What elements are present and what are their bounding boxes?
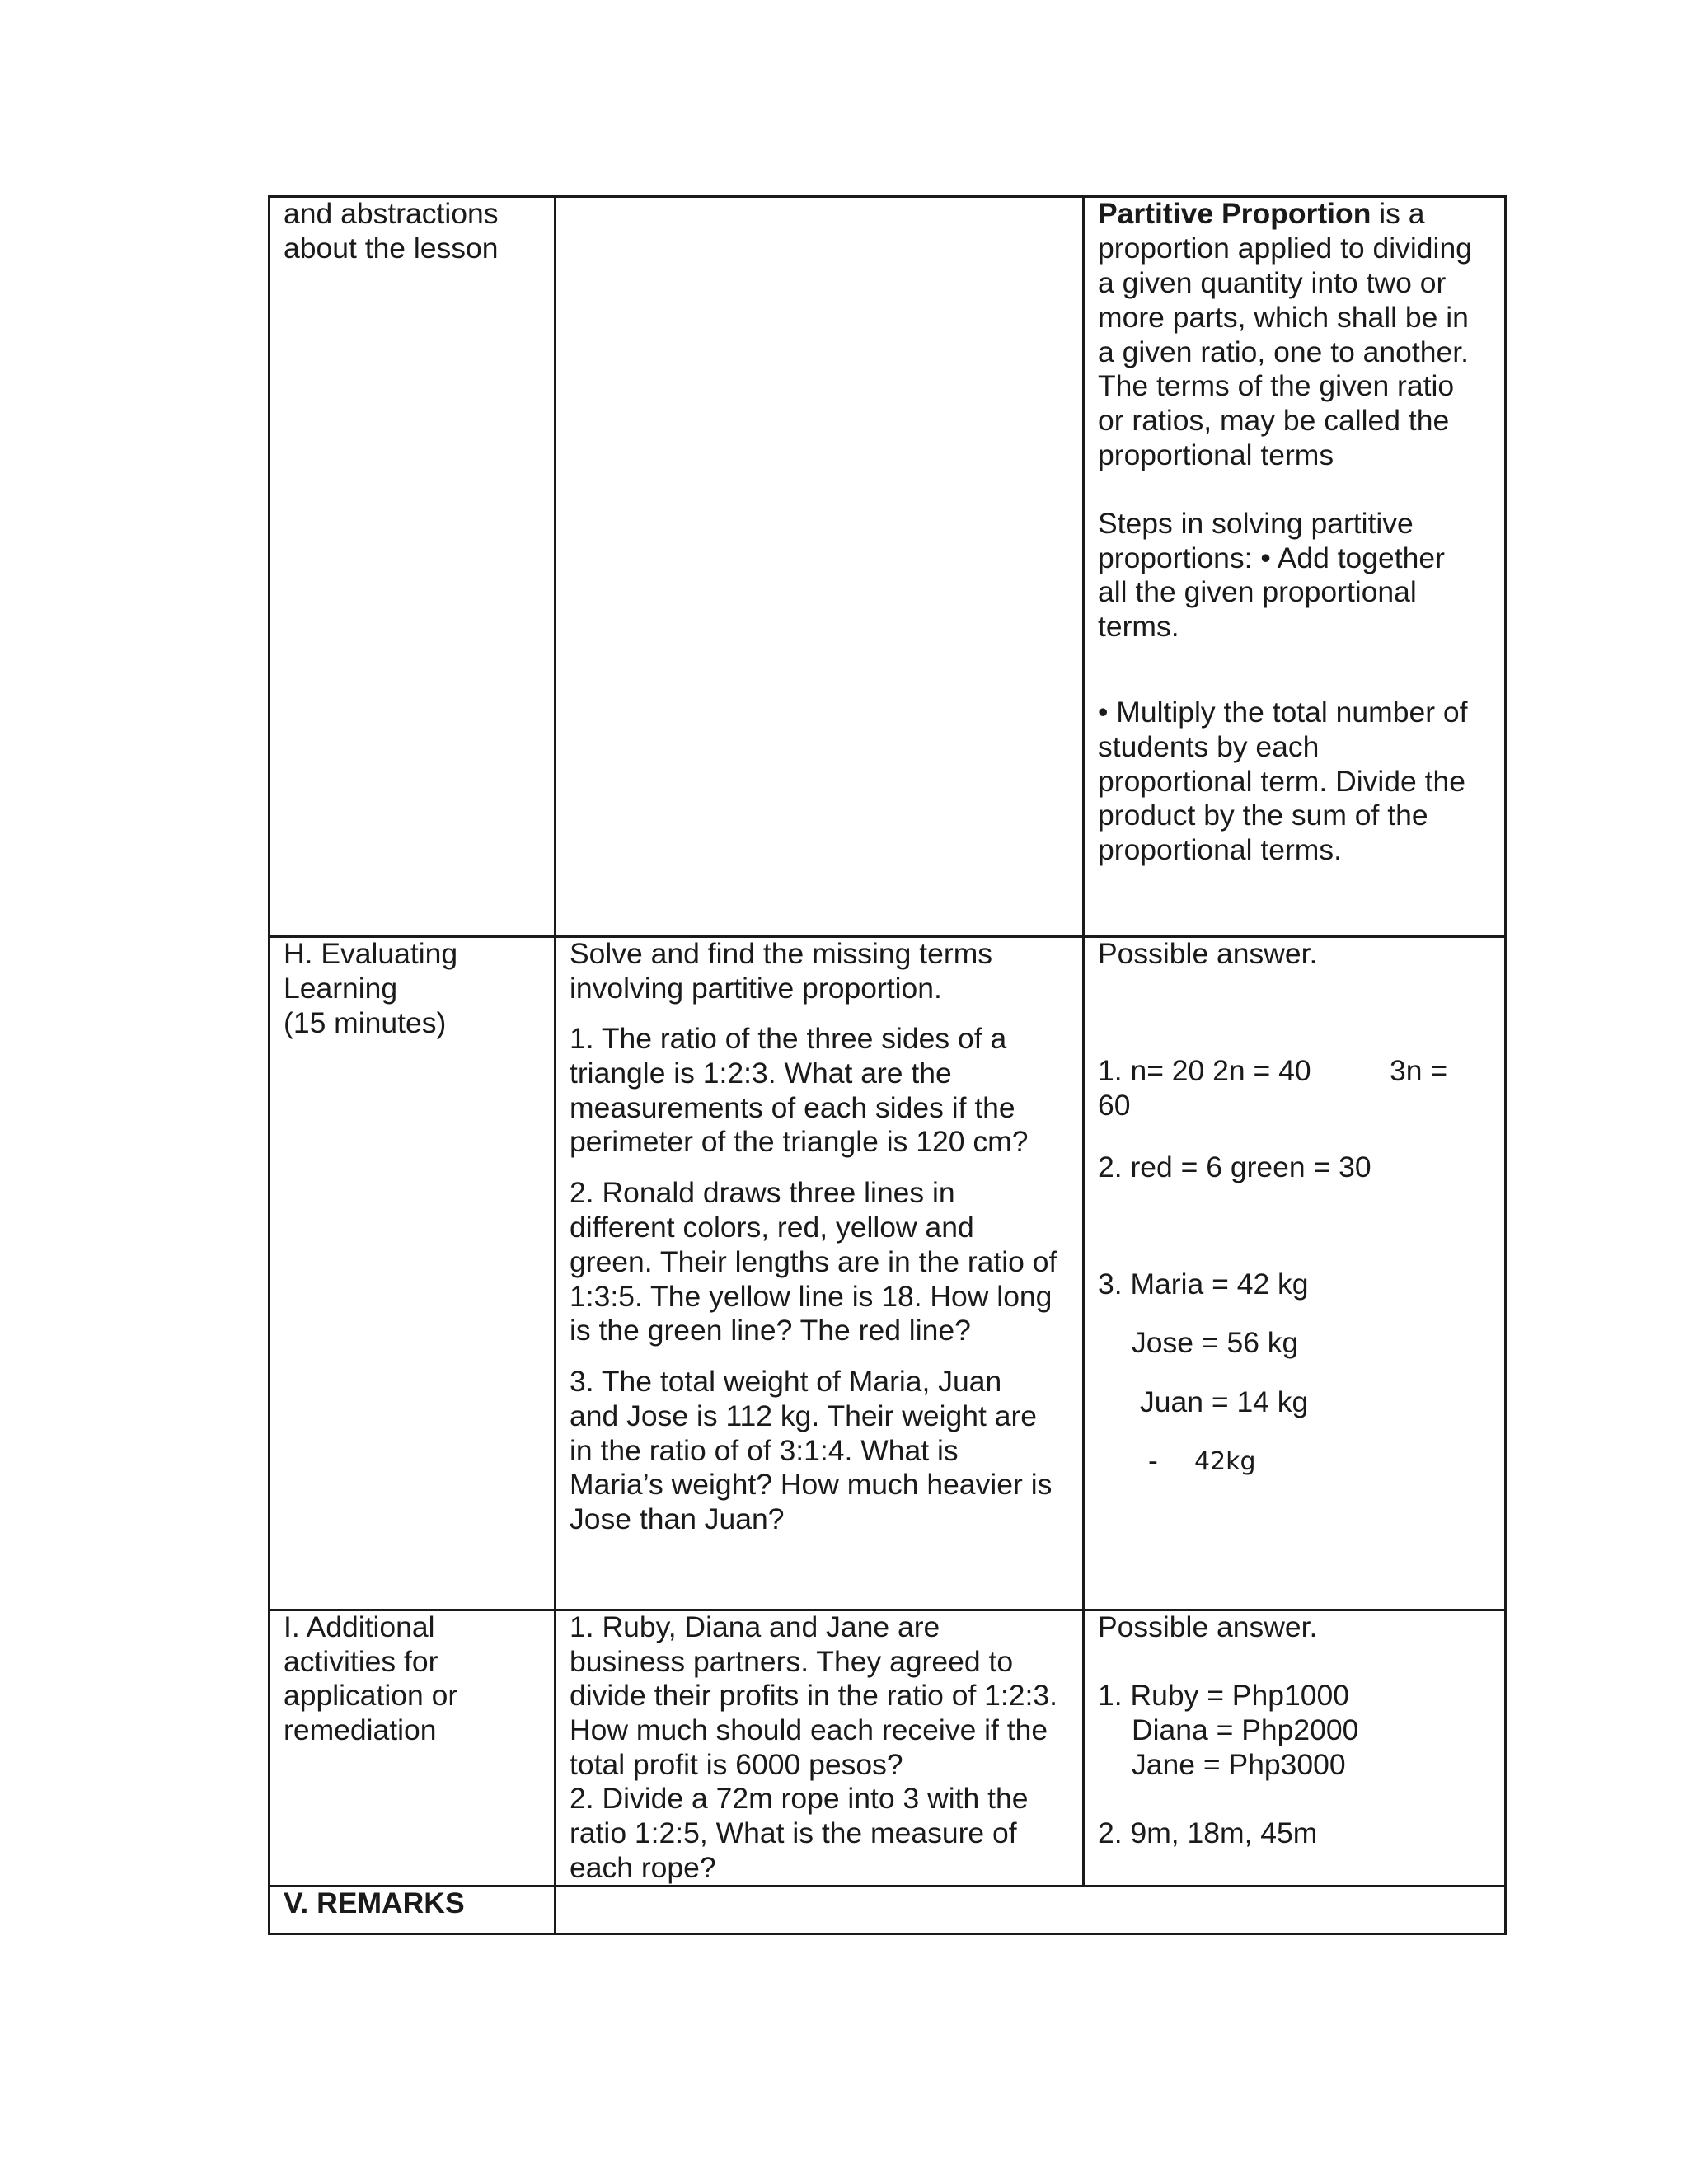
steps-line: proportions: • Add together	[1098, 541, 1445, 574]
definition-term: Partitive Proportion	[1098, 197, 1372, 230]
question-line: and Jose is 112 kg. Their weight are	[570, 1399, 1038, 1432]
definition-line: a given ratio, one to another.	[1098, 335, 1469, 368]
steps-line: Steps in solving partitive	[1098, 507, 1414, 540]
steps-line: • Multiply the total number of	[1098, 696, 1468, 729]
answer-heading: Possible answer.	[1098, 937, 1318, 970]
answer-dash: -	[1148, 1444, 1158, 1477]
definition-line: proportional terms	[1098, 438, 1334, 471]
answer-line: 1. n= 20 2n = 40	[1098, 1054, 1311, 1087]
row-label-line: (15 minutes)	[284, 1006, 447, 1039]
instruction-line: involving partitive proportion.	[570, 972, 942, 1005]
column-divider-2	[1082, 195, 1085, 1887]
activity-line: ratio 1:2:5, What is the measure of	[570, 1816, 1017, 1849]
question-line: in the ratio of of 3:1:4. What is	[570, 1434, 959, 1467]
row-label-line: remediation	[284, 1713, 437, 1746]
answer-line: 3. Maria = 42 kg	[1098, 1268, 1309, 1301]
answer-line: 1. Ruby = Php1000	[1098, 1679, 1349, 1712]
definition-line: a given quantity into two or	[1098, 266, 1447, 299]
steps-line: proportional term. Divide the	[1098, 765, 1465, 798]
answer-line: Jane = Php3000	[1132, 1748, 1346, 1781]
row-label-line: about the lesson	[284, 232, 499, 265]
steps-line: terms.	[1098, 610, 1179, 643]
row-label-line: Learning	[284, 972, 398, 1005]
steps-line: all the given proportional	[1098, 575, 1417, 608]
answer-line: Jose = 56 kg	[1132, 1326, 1299, 1359]
answer-line: 60	[1098, 1089, 1131, 1122]
answer-line: 42kg	[1194, 1447, 1256, 1476]
row-label-line: and abstractions	[284, 197, 499, 230]
activity-line: divide their profits in the ratio of 1:2:3.	[570, 1679, 1057, 1712]
question-line: 1:3:5. The yellow line is 18. How long	[570, 1280, 1053, 1313]
definition-line: proportion applied to dividing	[1098, 232, 1472, 265]
steps-line: product by the sum of the	[1098, 799, 1428, 832]
answer-line: Juan = 14 kg	[1140, 1385, 1309, 1418]
remarks-label: V. REMARKS	[284, 1886, 465, 1919]
question-line: 2. Ronald draws three lines in	[570, 1176, 955, 1209]
answer-line: 2. red = 6 green = 30	[1098, 1151, 1372, 1183]
answer-line: 2. 9m, 18m, 45m	[1098, 1816, 1318, 1849]
answer-line: 3n =	[1390, 1054, 1448, 1087]
activity-line: total profit is 6000 pesos?	[570, 1748, 903, 1781]
definition-line: The terms of the given ratio	[1098, 369, 1455, 402]
question-line: Jose than Juan?	[570, 1502, 785, 1535]
column-divider-1	[554, 195, 556, 1935]
question-line: triangle is 1:2:3. What are the	[570, 1057, 952, 1090]
activity-line: 2. Divide a 72m rope into 3 with the	[570, 1782, 1029, 1815]
definition-line: more parts, which shall be in	[1098, 301, 1469, 334]
question-line: perimeter of the triangle is 120 cm?	[570, 1125, 1029, 1158]
definition-text: is a	[1371, 197, 1425, 230]
table-border-right	[1504, 195, 1507, 1935]
activity-line: each rope?	[570, 1851, 716, 1884]
definition-line	[1098, 196, 1424, 231]
table-border-left	[268, 195, 270, 1935]
definition-line: or ratios, may be called the	[1098, 404, 1450, 437]
question-line: different colors, red, yellow and	[570, 1211, 974, 1244]
question-line: Maria’s weight? How much heavier is	[570, 1468, 1053, 1501]
question-line: is the green line? The red line?	[570, 1314, 971, 1347]
answer-heading: Possible answer.	[1098, 1610, 1318, 1643]
row-label-line: application or	[284, 1679, 458, 1712]
steps-line: proportional terms.	[1098, 833, 1342, 866]
question-line: measurements of each sides if the	[570, 1091, 1015, 1124]
question-line: green. Their lengths are in the ratio of	[570, 1245, 1057, 1278]
row-label-line: activities for	[284, 1645, 438, 1678]
row-label-line: H. Evaluating	[284, 937, 458, 970]
table-border-bottom	[268, 1933, 1507, 1935]
instruction-line: Solve and find the missing terms	[570, 937, 993, 970]
row-label-line: I. Additional	[284, 1610, 435, 1643]
question-line: 3. The total weight of Maria, Juan	[570, 1365, 1002, 1398]
activity-line: business partners. They agreed to	[570, 1645, 1014, 1678]
answer-line: Diana = Php2000	[1132, 1713, 1359, 1746]
activity-line: 1. Ruby, Diana and Jane are	[570, 1610, 940, 1643]
activity-line: How much should each receive if the	[570, 1713, 1048, 1746]
steps-line: students by each	[1098, 730, 1320, 763]
question-line: 1. The ratio of the three sides of a	[570, 1022, 1007, 1055]
